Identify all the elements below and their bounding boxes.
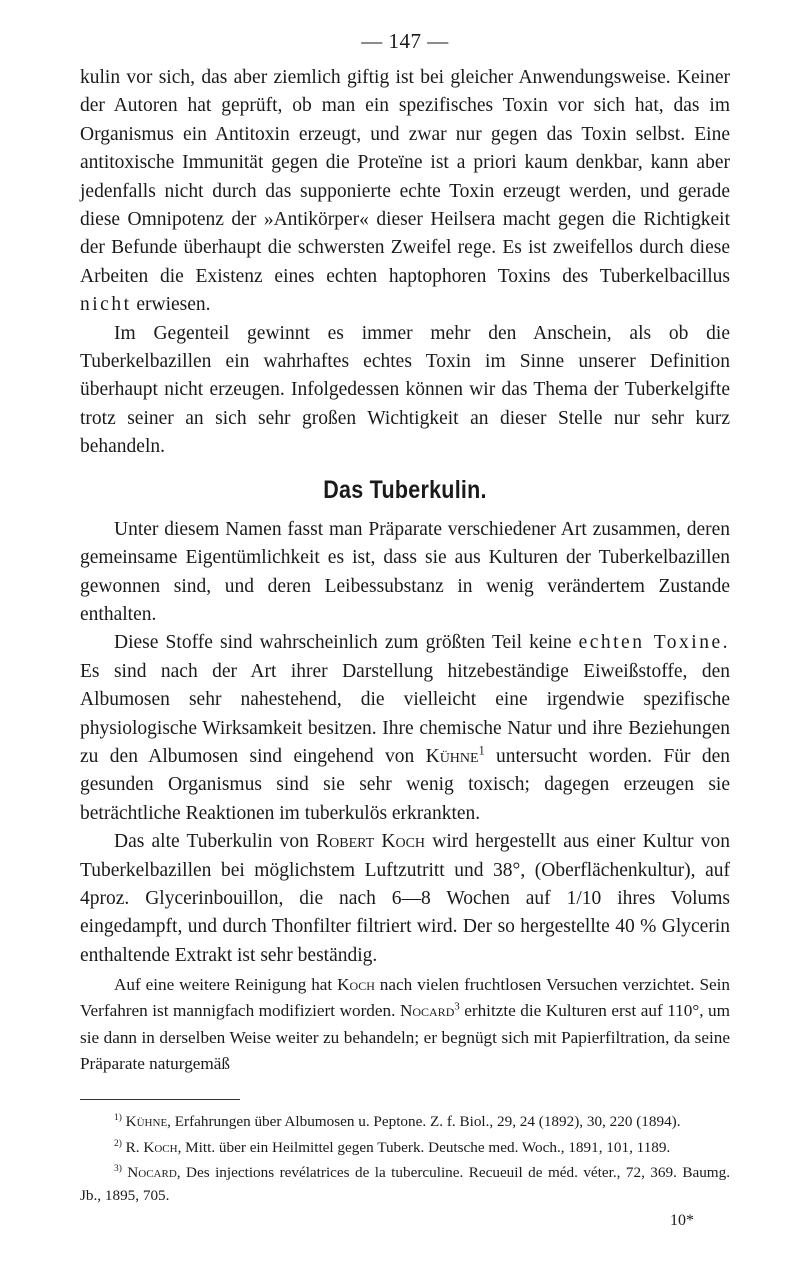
footnote	[80, 1110, 730, 1133]
spaced-emphasis: nicht	[80, 294, 132, 316]
footnote-marker: 2)	[114, 1138, 122, 1149]
footnote-marker: 3)	[114, 1163, 122, 1174]
section-heading: Das Tuberkulin.	[323, 475, 487, 504]
paragraph	[80, 629, 730, 828]
footnote-text: , Erfahrungen über Albumosen u. Peptone. Z. f. Biol., 29, 24 (1892), 30, 220 (1894).	[167, 1113, 681, 1131]
paragraph: Unter diesem Namen fasst man Präparate verschiedener Art zusammen, deren gemeinsame Eigentümlichkeit es ist, dass sie aus Kulturen der Tuberkelbazillen gewonnen sind, und deren Leibessubstanz in wenig verändertem Zustande enthalten.	[80, 518, 730, 625]
paragraph-text: Es sind nach der Art ihrer Darstellung hitzebeständige Eiweißstoffe, den Albumosen sehr nahestehend, die vielleicht eine irgendwie spezifische physiologische Wirksamkeit besitzen. Ihre chemische Natur und ihre Beziehungen zu den Albumosen sind eingehend von	[80, 660, 730, 767]
small-print-text	[80, 972, 730, 1077]
fraction: 1/10	[566, 887, 602, 909]
paragraph	[80, 828, 730, 970]
author-name: Robert Koch	[316, 831, 426, 853]
paragraph-text: Das alte Tuberkulin von	[114, 831, 309, 853]
page-number: — 147 —	[361, 29, 449, 53]
paragraph-text: kulin vor sich, das aber ziemlich giftig ist bei gleicher Anwendungsweise. Keiner der Autoren hat geprüft, ob man ein spezifisches Toxin vor sich hat, das im Organismus ein Antitoxin erzeugt, und zwar nur gegen das Toxin selbst. Eine antitoxische Immunität gegen die Proteïne ist a priori kaum denkbar, kann aber jedenfalls nicht durch das supponierte echte Toxin erzeugt werden, und gerade diese Omnipotenz der »Antikörper« dieser Heilsera macht gegen die Richtigkeit der Befunde überhaupt die schwersten Zweifel rege. Es ist zweifellos durch diese Arbeiten die Existenz eines echten haptophoren Toxins des Tuberkelbacillus	[80, 67, 730, 287]
section-text	[80, 516, 730, 971]
footnote-author: Nocard	[127, 1163, 177, 1181]
footnote-text: , Mitt. über ein Heilmittel gegen Tuberk. Deutsche med. Woch., 1891, 101, 1189.	[177, 1138, 671, 1156]
main-text	[80, 64, 730, 462]
paragraph-text: ihres Volums eingedampft, und durch Thonfilter filtriert wird. Der so hergestellte 40 % Glycerin enthaltende Extrakt ist sehr beständig.	[80, 887, 730, 966]
paragraph	[80, 972, 730, 1077]
author-name: Kühne	[425, 745, 479, 767]
paragraph-text: nach vielen fruchtlosen Versuchen verzichtet. Sein Verfahren ist mannigfach modifiziert worden.	[80, 975, 731, 1021]
spaced-emphasis: echten Toxine.	[578, 632, 730, 654]
paragraph-text: untersucht worden. Für den gesunden Organismus sind sie sehr wenig toxisch; dagegen erzeugen sie beträchtliche Reaktionen im tuberkulös erkrankten.	[80, 745, 731, 824]
paragraph-text: wird hergestellt aus einer Kultur von Tuberkelbazillen bei möglichstem Luftzutritt und 38°, (Oberflächenkultur), auf 4proz. Glycerinbouillon, die nach 6—8 Wochen auf	[80, 831, 730, 909]
footnote-text: , Des injections revélatrices de la tuberculine. Recueuil de méd. véter., 72, 369. Baumg. Jb., 1895, 705.	[80, 1163, 730, 1204]
footnote-author: R. Koch	[125, 1138, 178, 1156]
author-name: Nocard	[399, 1001, 455, 1021]
footnote-ref: 1	[478, 743, 485, 758]
paragraph-text: erhitzte die Kulturen erst auf 110°, um sie dann in derselben Weise weiter zu behandeln; er begnügt sich mit Papierfiltration, da seine Präparate naturgemäß	[80, 1001, 731, 1074]
footnote-ref: 3	[454, 1001, 460, 1013]
footnote-divider	[80, 1099, 240, 1100]
footnote	[80, 1161, 730, 1207]
footnote	[80, 1136, 730, 1159]
paragraph-text: Diese Stoffe sind wahrscheinlich zum größten Teil keine	[114, 632, 572, 654]
footnotes	[80, 1110, 730, 1207]
footnote-marker: 1)	[114, 1113, 122, 1124]
paragraph	[80, 64, 730, 320]
paragraph-text: erwiesen.	[136, 294, 211, 316]
paragraph-text: Auf eine weitere Reinigung hat	[114, 975, 333, 995]
author-name: Koch	[337, 975, 375, 995]
footnote-author: Kühne	[125, 1113, 168, 1131]
paragraph: Im Gegenteil gewinnt es immer mehr den Anschein, als ob die Tuberkelbazillen ein wahrhaftes echtes Toxin im Sinne unserer Definition überhaupt nicht erzeugen. Infolgedessen können wir das Thema der Tuberkelgifte trotz seiner an sich sehr großen Wichtigkeit an dieser Stelle nur sehr kurz behandeln.	[80, 322, 730, 458]
document-page	[80, 26, 730, 1233]
signature-mark: 10*	[670, 1212, 694, 1230]
